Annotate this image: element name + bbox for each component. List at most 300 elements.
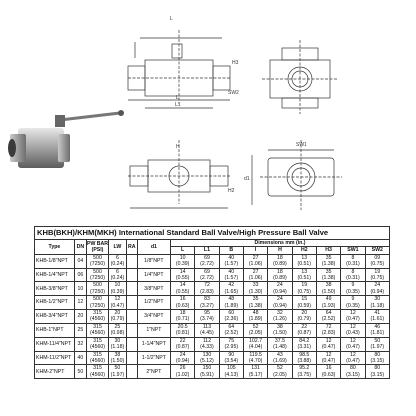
cell-l-value: 18 [179, 310, 186, 317]
cell-i [243, 282, 267, 296]
cell-h2-value: 15 [301, 296, 308, 303]
cell-l [170, 282, 194, 296]
cell-l1 [195, 365, 219, 379]
cell-l1-value: 150 [202, 365, 212, 372]
cell-sw1 [341, 268, 365, 282]
cell-b-secondary: (2.36) [224, 316, 239, 323]
cell-h3-secondary: (1.93) [321, 302, 336, 309]
cell-sw1-secondary: (0.31) [346, 261, 360, 268]
header-pw [86, 240, 108, 255]
cell-pw-secondary: (4560) [90, 344, 105, 351]
cell-i-secondary: (5.17) [248, 371, 263, 378]
cell-h2-secondary: (3.75) [297, 371, 312, 378]
cell-type [35, 365, 75, 379]
cell-sw2-secondary: (1.18) [370, 302, 385, 309]
cell-h2-value: 19 [301, 282, 308, 289]
cell-dn [74, 365, 86, 379]
cell-type [35, 268, 75, 282]
cell-dn-value: 12 [77, 299, 84, 306]
cell-sw1-secondary: (3.15) [346, 371, 360, 378]
cell-dn [74, 282, 86, 296]
cell-l-value: 20.5 [177, 323, 188, 330]
cell-h3-secondary: (1.50) [321, 288, 336, 295]
cell-h3 [316, 268, 340, 282]
front-elevation-view [128, 30, 230, 108]
cell-sw1-value: 12 [350, 310, 356, 317]
cell-i-value: 27 [252, 254, 259, 261]
cell-lw-value: 50 [114, 365, 121, 372]
cell-b-value: 75 [228, 337, 235, 344]
cell-l1-value: 69 [204, 254, 210, 261]
cell-i-secondary: (4.70) [248, 357, 263, 364]
dim-label-sw1: SW1 [296, 142, 307, 148]
cell-h3 [316, 323, 340, 337]
cell-i [243, 254, 267, 268]
cell-i-value: 131 [251, 365, 260, 372]
cell-l-value: 16 [179, 296, 186, 303]
cell-lw-secondary: (0.47) [110, 302, 125, 309]
cell-h-value: 18 [277, 254, 283, 261]
cell-l [170, 337, 194, 351]
cell-i [243, 268, 267, 282]
header-h3: H3 [316, 247, 340, 254]
cell-l [170, 310, 194, 324]
cell-sw2-value: 50 [374, 337, 381, 344]
cell-dn [74, 337, 86, 351]
cell-ra [126, 365, 137, 379]
cell-type-value: KHM-2"NPT [36, 368, 65, 375]
cell-b-value: 48 [228, 296, 235, 303]
cell-lw-value: 25 [114, 323, 121, 330]
cell-h2-value: 98.5 [299, 351, 310, 358]
cell-sw2-value: 19 [374, 268, 381, 275]
cell-h-secondary: (1.69) [273, 357, 287, 364]
cell-sw1 [341, 254, 365, 268]
cell-h-value: 18 [277, 268, 283, 275]
cell-d1 [137, 351, 170, 365]
cell-type [35, 351, 75, 365]
header-psi: (PSI) [91, 246, 104, 253]
cell-sw2-value: 46 [374, 323, 381, 330]
cell-type-value: KHB-1/8"NPT [36, 258, 68, 265]
cell-type [35, 337, 75, 351]
cell-h-value: 52 [277, 365, 283, 372]
cell-h3-secondary: (0.47) [321, 344, 336, 351]
cell-type-value: KHB-1/2"NPT [36, 299, 68, 306]
cell-i-secondary: (1.06) [248, 275, 263, 282]
cell-dn [74, 351, 86, 365]
cell-type-value: KHM-11/4"NPT [36, 340, 72, 347]
cell-h3-value: 35 [325, 254, 332, 261]
cell-d1 [137, 296, 170, 310]
cell-type-value: KHM-11/2"NPT [36, 354, 72, 361]
cell-h-value: 38 [277, 323, 283, 330]
cell-l1 [195, 337, 219, 351]
cell-h2 [292, 268, 316, 282]
cell-h2-secondary: (0.87) [297, 330, 312, 337]
cell-pw-secondary: (7250) [90, 261, 105, 268]
cell-i [243, 323, 267, 337]
cell-pw [86, 296, 108, 310]
cell-b-secondary: (3.54) [224, 357, 239, 364]
cell-sw1-value: 9 [351, 296, 355, 303]
table-row [35, 351, 390, 365]
cell-lw [109, 351, 127, 365]
cell-sw2 [365, 296, 389, 310]
cell-b-value: 105 [226, 365, 236, 372]
cell-i-secondary: (2.05) [248, 330, 263, 337]
cell-d1-value: 3/4"NPT [144, 313, 164, 320]
table-row [35, 296, 390, 310]
cell-h2 [292, 365, 316, 379]
cell-h-value: 32 [277, 310, 283, 317]
cell-i-value: 35 [252, 296, 259, 303]
dim-label-l-top: L [170, 16, 173, 22]
cell-h3-secondary: (0.47) [321, 357, 336, 364]
cell-b-secondary: (1.57) [224, 261, 239, 268]
cell-pw-secondary: (4560) [90, 357, 105, 364]
cell-b-value: 42 [228, 282, 235, 289]
cell-ra [126, 254, 137, 268]
header-type: Type [35, 240, 75, 255]
cell-l1 [195, 323, 219, 337]
cell-sw1-secondary: (0.35) [346, 302, 360, 309]
cell-l1-secondary: (3.27) [200, 302, 214, 309]
cell-b [219, 310, 243, 324]
cell-lw [109, 282, 127, 296]
cell-type [35, 323, 75, 337]
header-ra: RA [126, 240, 137, 255]
cell-h3-secondary: (2.83) [321, 330, 336, 337]
cell-d1-value: 1"NPT [146, 327, 162, 334]
header-l1: L1 [195, 247, 219, 254]
cell-sw2-value: 80 [374, 365, 381, 372]
cell-h-secondary: (2.05) [273, 371, 287, 378]
cell-h-value: 43 [277, 351, 283, 358]
dim-label-l: L [176, 95, 179, 101]
cell-dn-value: 40 [77, 354, 84, 361]
cell-lw-secondary: (0.39) [110, 288, 125, 295]
header-i: I [243, 247, 267, 254]
cell-sw1-value: 8 [351, 268, 355, 275]
table-row [35, 254, 390, 268]
header-sw1: SW1 [341, 247, 365, 254]
cell-pw-value: 500 [93, 296, 102, 303]
cell-sw2 [365, 337, 389, 351]
cell-d1 [137, 268, 170, 282]
cell-sw2-value: 09 [374, 254, 381, 261]
cell-d1-value: 2"NPT [146, 368, 162, 375]
cell-sw1-secondary: (0.35) [346, 288, 360, 295]
cell-sw1-value: 80 [350, 365, 356, 372]
cell-l1-secondary: (4.33) [200, 344, 214, 351]
cell-sw1-value: 9 [351, 282, 355, 289]
cell-b-secondary: (2.52) [224, 330, 239, 337]
table-row [35, 365, 390, 379]
cell-sw2-secondary: (0.94) [370, 288, 385, 295]
cell-sw2-value: 80 [374, 351, 381, 358]
cell-l [170, 254, 194, 268]
cell-h3 [316, 351, 340, 365]
cell-sw1-value: 8 [351, 254, 355, 261]
cell-i [243, 365, 267, 379]
cell-lw-value: 6 [115, 254, 119, 261]
cell-h3 [316, 296, 340, 310]
plan-view [128, 140, 230, 208]
cell-b-value: 90 [228, 351, 235, 358]
cell-h2-secondary: (0.79) [297, 316, 312, 323]
front-view-labels [170, 16, 239, 108]
cell-lw-secondary: (0.79) [110, 316, 125, 323]
cell-h3-secondary: (1.38) [321, 275, 336, 282]
cell-l-secondary: (0.81) [175, 330, 190, 337]
cell-i-secondary: (1.30) [248, 288, 263, 295]
cell-dn-value: 06 [77, 271, 84, 278]
header-pw-bar: PW BAR [86, 240, 109, 247]
cell-l-secondary: (0.71) [175, 316, 190, 323]
cell-dn-value: 32 [77, 340, 84, 347]
side-view [262, 40, 338, 114]
header-l: L [170, 247, 194, 254]
cell-lw-value: 10 [114, 282, 121, 289]
cell-i [243, 296, 267, 310]
cell-h3-secondary: (2.52) [321, 316, 336, 323]
cell-i-secondary: (1.89) [248, 316, 263, 323]
cell-l1-value: 69 [204, 268, 210, 275]
cell-sw2 [365, 323, 389, 337]
cell-i-value: 27 [252, 268, 259, 275]
cell-l1 [195, 282, 219, 296]
cell-l-value: 24 [179, 351, 186, 358]
cell-h-secondary: (0.89) [273, 275, 287, 282]
cell-l-secondary: (0.94) [175, 357, 190, 364]
cell-ra [126, 310, 137, 324]
cell-h3-value: 72 [325, 323, 332, 330]
table-row [35, 282, 390, 296]
cell-d1 [137, 365, 170, 379]
cell-dn-value: 10 [77, 285, 84, 292]
cell-l-secondary: (0.63) [175, 302, 190, 309]
cell-sw2-value: 30 [374, 296, 381, 303]
plan-view-labels [176, 144, 235, 194]
cell-l1-value: 112 [202, 337, 212, 344]
cell-i-value: 119.5 [249, 351, 262, 358]
header-lw: LW [109, 240, 127, 255]
cell-pw [86, 365, 108, 379]
cell-lw-secondary: (0.24) [110, 275, 125, 282]
cell-type [35, 254, 75, 268]
cell-pw-value: 500 [93, 254, 102, 261]
cell-l1-value: 95 [204, 310, 210, 317]
cell-pw-value: 500 [93, 282, 102, 289]
cell-lw-value: 30 [114, 337, 121, 344]
cell-pw [86, 254, 108, 268]
cell-h2-value: 13 [301, 254, 308, 261]
cell-h2-secondary: (3.88) [297, 357, 312, 364]
cell-dn [74, 310, 86, 324]
cell-type-value: KHB-1"NPT [36, 327, 64, 334]
cell-ra [126, 296, 137, 310]
cell-l1 [195, 268, 219, 282]
cell-sw1-secondary: (0.47) [346, 344, 360, 351]
cell-h-value: 24 [277, 296, 283, 303]
cell-sw1 [341, 365, 365, 379]
cell-b [219, 268, 243, 282]
cell-l1-secondary: (2.72) [200, 275, 214, 282]
cell-i-secondary: (1.38) [248, 302, 263, 309]
cell-sw2 [365, 310, 389, 324]
cell-type-value: KHB-3/8"NPT [36, 285, 68, 292]
cell-l1-value: 113 [202, 323, 212, 330]
end-view [252, 140, 342, 210]
cell-b [219, 282, 243, 296]
cell-h2 [292, 337, 316, 351]
cell-l1-value: 130 [202, 351, 212, 358]
cell-h [268, 268, 292, 282]
cell-d1 [137, 323, 170, 337]
cell-dn [74, 268, 86, 282]
cell-l1-secondary: (5.91) [200, 371, 214, 378]
cell-sw1 [341, 296, 365, 310]
cell-b [219, 337, 243, 351]
cell-h [268, 365, 292, 379]
cell-lw-secondary: (1.18) [110, 344, 125, 351]
cell-h3 [316, 310, 340, 324]
cell-l [170, 365, 194, 379]
cell-h2-value: 22 [301, 323, 308, 330]
cell-b-value: 60 [228, 310, 235, 317]
cell-b [219, 323, 243, 337]
cell-l [170, 323, 194, 337]
cell-h3 [316, 365, 340, 379]
header-sw2: SW2 [365, 247, 389, 254]
cell-lw-value: 12 [114, 296, 121, 303]
cell-pw-value: 315 [93, 310, 102, 317]
cell-h [268, 351, 292, 365]
cell-sw2-secondary: (1.61) [370, 316, 385, 323]
cell-sw2 [365, 351, 389, 365]
spec-table [34, 226, 390, 379]
cell-h-secondary: (0.94) [273, 288, 287, 295]
cell-sw1-value: 12 [350, 351, 356, 358]
cell-d1-value: 1/4"NPT [144, 271, 164, 278]
cell-lw [109, 310, 127, 324]
cell-dn-value: 20 [77, 313, 84, 320]
cell-pw-secondary: (7250) [90, 288, 105, 295]
cell-l-value: 26 [179, 365, 186, 372]
cell-d1-value: 1/8"NPT [144, 258, 164, 265]
cell-l [170, 296, 194, 310]
cell-h2-value: 95.2 [299, 365, 310, 372]
cell-h3-value: 16 [325, 365, 332, 372]
cell-i-value: 52 [252, 323, 259, 330]
cell-sw2-secondary: (1.81) [370, 330, 385, 337]
cell-sw1 [341, 282, 365, 296]
cell-pw-secondary: (4560) [90, 371, 105, 378]
cell-b [219, 296, 243, 310]
cell-lw [109, 365, 127, 379]
cell-pw-value: 315 [93, 365, 102, 372]
cell-pw [86, 282, 108, 296]
cell-pw [86, 337, 108, 351]
cell-lw [109, 296, 127, 310]
cell-l-secondary: (1.02) [175, 371, 190, 378]
cell-b-value: 40 [228, 268, 235, 275]
cell-h3-value: 49 [325, 296, 332, 303]
cell-i-value: 48 [252, 310, 259, 317]
cell-d1 [137, 254, 170, 268]
cell-b-secondary: (1.57) [224, 275, 239, 282]
valve-photo [8, 110, 124, 168]
cell-h-secondary: (1.50) [273, 330, 287, 337]
cell-lw-value: 6 [115, 268, 119, 275]
cell-type-value: KHB-3/4"NPT [36, 313, 68, 320]
cell-b-secondary: (1.89) [224, 302, 239, 309]
cell-i [243, 310, 267, 324]
cell-l-value: 14 [179, 282, 186, 289]
cell-l1-secondary: (5.12) [200, 357, 214, 364]
cell-dn-value: 04 [77, 258, 84, 265]
dim-label-d1: d1 [244, 176, 250, 182]
cell-sw1-secondary: (0.43) [346, 330, 360, 337]
header-d1: d1 [137, 240, 170, 255]
cell-lw-value: 38 [114, 351, 121, 358]
cell-h-secondary: (0.94) [273, 302, 287, 309]
cell-l1-secondary: (4.45) [200, 330, 214, 337]
cell-dn [74, 323, 86, 337]
cell-l-value: 22 [179, 337, 186, 344]
cell-ra [126, 282, 137, 296]
header-dimensions: Dimensions mm (in.) [170, 240, 389, 247]
cell-b [219, 351, 243, 365]
cell-sw2-secondary: (1.97) [370, 344, 385, 351]
cell-dn-value: 25 [77, 327, 84, 334]
cell-d1 [137, 337, 170, 351]
cell-sw2-value: 24 [374, 282, 381, 289]
cell-sw2 [365, 254, 389, 268]
cell-sw2-secondary: (3.15) [370, 357, 385, 364]
cell-pw-value: 500 [93, 268, 102, 275]
cell-sw2-value: 41 [374, 310, 381, 317]
cell-h2 [292, 351, 316, 365]
cell-lw-secondary: (0.98) [110, 330, 125, 337]
cell-d1-value: 1/2"NPT [144, 299, 164, 306]
cell-h2-secondary: (3.31) [297, 344, 312, 351]
cell-ra [126, 351, 137, 365]
cell-h3-value: 35 [325, 268, 332, 275]
cell-dn [74, 296, 86, 310]
cell-l1 [195, 310, 219, 324]
cell-d1 [137, 282, 170, 296]
cell-pw [86, 268, 108, 282]
cell-h-secondary: (1.26) [273, 316, 287, 323]
cell-l1-secondary: (3.74) [200, 316, 214, 323]
cell-dn-value: 50 [77, 368, 84, 375]
cell-l1-secondary: (2.72) [200, 261, 214, 268]
cell-h [268, 323, 292, 337]
cell-lw [109, 268, 127, 282]
cell-l-value: 10 [179, 254, 186, 261]
cell-sw1 [341, 351, 365, 365]
cell-i-secondary: (4.04) [248, 344, 263, 351]
cell-h2 [292, 282, 316, 296]
cell-h3 [316, 337, 340, 351]
cell-h-value: 24 [277, 282, 283, 289]
table-row [35, 268, 390, 282]
cell-pw-secondary: (4560) [90, 316, 105, 323]
cell-l [170, 268, 194, 282]
cell-h3-value: 38 [325, 282, 332, 289]
